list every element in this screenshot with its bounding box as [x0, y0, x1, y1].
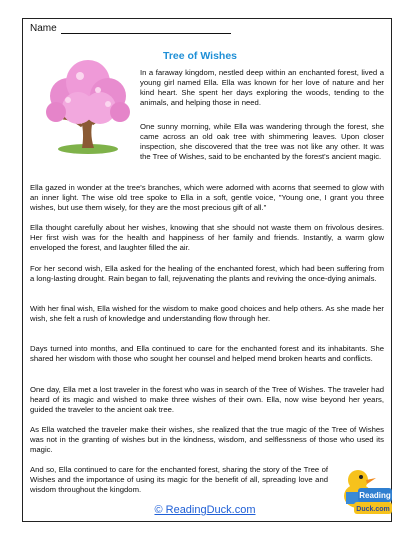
paragraph-9: As Ella watched the traveler make their wishes, she realized that the true magic of the Tree of Wishes was not in the granting of wishes but in the kindness, wisdom, and selflessness of those who used its magic.: [30, 425, 384, 454]
name-label: Name: [30, 23, 57, 34]
logo-text-duck: Duck.com: [356, 506, 390, 513]
paragraph-7: Days turned into months, and Ella continued to care for the enchanted forest and its inhabitants. She shared her wisdom with those who sought her counsel and helped mend broken hearts and conflicts.: [30, 344, 384, 363]
paragraph-8: One day, Ella met a lost traveler in the forest who was in search of the Tree of Wishes. The traveler had heard of its magic and wished to make three wishes of their own. Ella, now wise beyond her years, guided the traveler to the ancient oak tree.: [30, 385, 384, 414]
paragraph-6: With her final wish, Ella wished for the wisdom to make good choices and help others. As she made her wish, she felt a rush of knowledge and understanding flow through her.: [30, 304, 384, 323]
logo-text-reading: Reading: [359, 491, 391, 500]
paragraph-2: One sunny morning, while Ella was wandering through the forest, she came across an old oak tree with shimmering leaves. Upon closer inspection, she discovered that the tree was not like any other. It was the Tree of Wishes, said to be enchanted by the forest's ancient magic.: [140, 122, 384, 161]
reading-duck-logo: [336, 462, 392, 520]
name-field-row: [30, 23, 231, 34]
name-blank-line[interactable]: [61, 24, 231, 34]
readingduck-link[interactable]: © ReadingDuck.com: [154, 504, 256, 516]
paragraph-10: And so, Ella continued to care for the enchanted forest, sharing the story of the Tree of Wishes and the importance of using its magic for the benefit of all, spreading love and wisdom throughout the kingdom.: [30, 465, 328, 494]
paragraph-1: In a faraway kingdom, nestled deep within an enchanted forest, lived a young girl named Ella. Ella was known for her love of nature and her kind heart. She spent her days exploring the woods, tending to the animals, and helping those in need.: [140, 68, 384, 107]
paragraph-3: Ella gazed in wonder at the tree's branches, which were adorned with acorns that seemed to glow with an inner light. The wise old tree spoke to Ella in a soft, gentle voice, "Young one, I grant you three wishes, but use them wisely, for they are the most precious gift of all.": [30, 183, 384, 212]
story-title: Tree of Wishes: [162, 50, 237, 62]
paragraph-5: For her second wish, Ella asked for the healing of the enchanted forest, which had been suffering from a long-lasting drought. Rain began to fall, rejuvenating the plants and reviving the once-dying animals.: [30, 264, 384, 283]
paragraph-4: Ella thought carefully about her wishes, knowing that she should not waste them on frivolous desires. Her first wish was for the health and happiness of her family and friends. Instantly, a warm glow enveloped the forest, and laughter filled the air.: [30, 223, 384, 252]
tree-illustration: [38, 56, 136, 156]
